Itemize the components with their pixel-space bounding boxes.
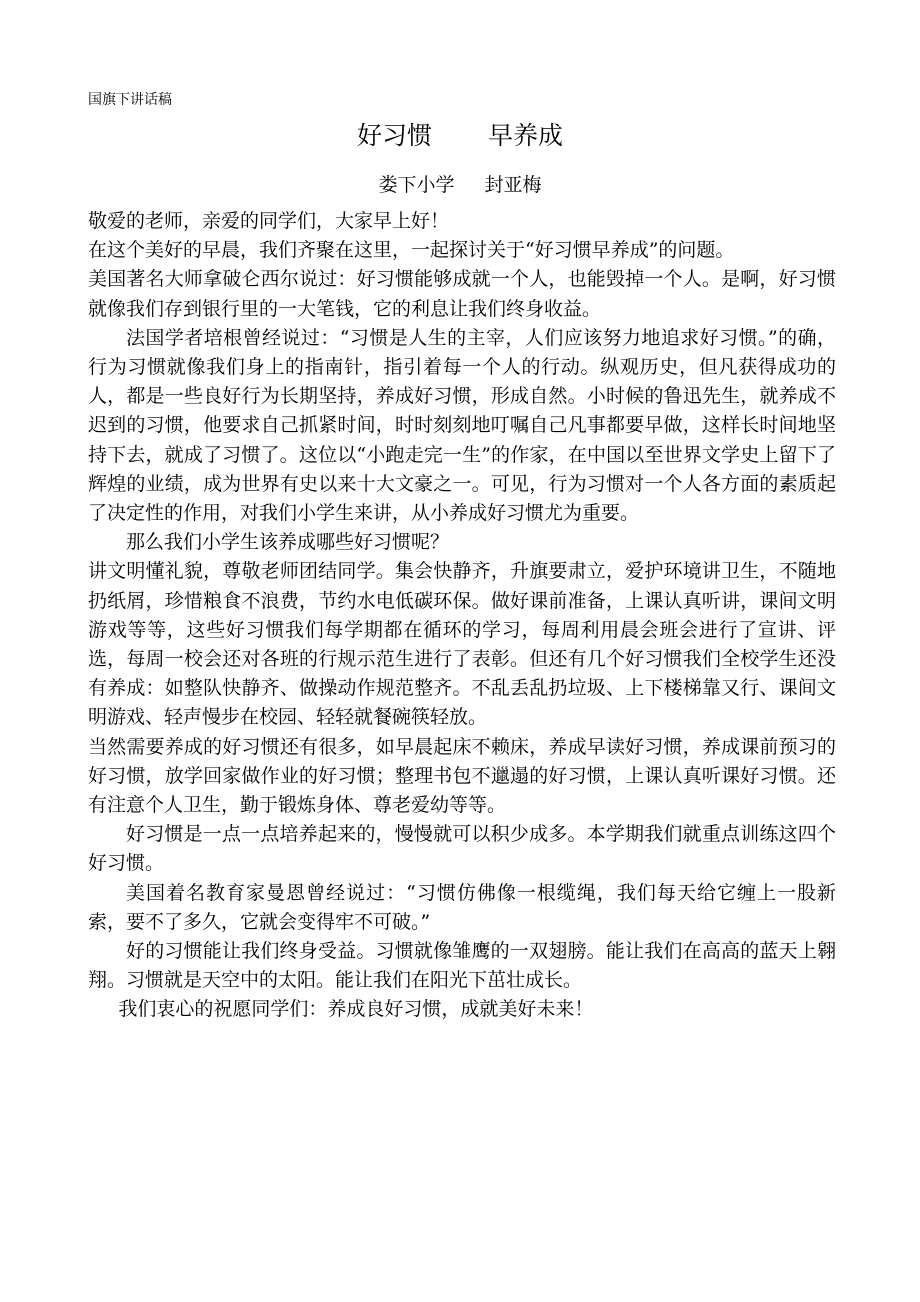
paragraph-greeting: 敬爱的老师，亲爱的同学们，大家早上好！ <box>88 210 450 232</box>
speech-body <box>88 207 836 1025</box>
author-line <box>0 170 920 200</box>
title-part-2: 早养成 <box>488 121 564 150</box>
paragraph-intro: 在这个美好的早晨，我们齐聚在这里，一起探讨关于“好习惯早养成”的问题。 <box>88 239 735 262</box>
paragraph-habits-list: 讲文明懂礼貌，尊敬老师团结同学。集会快静齐，升旗要肃立，爱护环境讲卫生，不随地扔纸屑，珍惜粮食不浪费，节约水电低碳环保。做好课前准备，上课认真听讲，课间文明游戏等等，这些好习惯我们每学期都在循环的学习，每周利用晨会班会进行了宣讲、评选，每周一校会还对各班的行规示范生进行了表彰。但还有几个好习惯我们全校学生还没有养成：如整队快静齐、做操动作规范整齐。不乱丢乱扔垃圾、上下楼梯靠又行、课间文明游戏、轻声慢步在校园、轻轻就餐碗筷轻放。 <box>88 560 836 729</box>
title-part-1: 好习惯 <box>356 121 432 150</box>
author-school: 娄下小学 <box>378 174 455 196</box>
header-note: 国旗下讲话稿 <box>88 92 172 108</box>
paragraph-mann-quote: 美国着名教育家曼恩曾经说过：“习惯仿佛像一根缆绳，我们每天给它缠上一股新索，要不了多久，它就会变得牢不可破。” <box>88 881 836 933</box>
paragraph-accumulate: 好习惯是一点一点培养起来的，慢慢就可以积少成多。本学期我们就重点训练这四个好习惯。 <box>88 823 836 875</box>
paragraph-closing: 我们衷心的祝愿同学们：养成良好习惯，成就美好未来！ <box>118 998 594 1021</box>
paragraph-hill-quote: 美国著名大师拿破仑西尔说过：好习惯能够成就一个人，也能毁掉一个人。是啊，好习惯就像我们存到银行里的一大笔钱，它的利息让我们终身收益。 <box>88 268 836 320</box>
paragraph-more-habits: 当然需要养成的好习惯还有很多，如早晨起床不赖床，养成早读好习惯，养成课前预习的好习惯，放学回家做作业的好习惯；整理书包不邋遢的好习惯，上课认真听课好习惯。还有注意个人卫生，勤于锻炼身体、尊老爱幼等等。 <box>88 735 836 817</box>
page-title <box>0 118 920 154</box>
paragraph-bacon-quote: 法国学者培根曾经说过：“习惯是人生的主宰，人们应该努力地追求好习惯。”的确，行为习惯就像我们身上的指南针，指引着每一个人的行动。纵观历史，但凡获得成功的人，都是一些良好行为长期坚持，养成好习惯，形成自然。小时候的鲁迅先生，就养成不迟到的习惯，他要求自己抓紧时间，时时刻刻地叮嘱自己凡事都要早做，这样长时间地坚持下去，就成了习惯了。这位以“小跑走完一生”的作家，在中国以至世界文学史上留下了辉煌的业绩，成为世界有史以来十大文豪之一。可见，行为习惯对一个人各方面的素质起了决定性的作用，对我们小学生来讲，从小养成好习惯尤为重要。 <box>88 326 836 525</box>
paragraph-wings: 好的习惯能让我们终身受益。习惯就像雏鹰的一双翅膀。能让我们在高高的蓝天上翱翔。习惯就是天空中的太阳。能让我们在阳光下茁壮成长。 <box>88 940 836 992</box>
paragraph-question: 那么我们小学生该养成哪些好习惯呢？ <box>126 531 450 554</box>
author-name: 封亚梅 <box>484 174 542 196</box>
